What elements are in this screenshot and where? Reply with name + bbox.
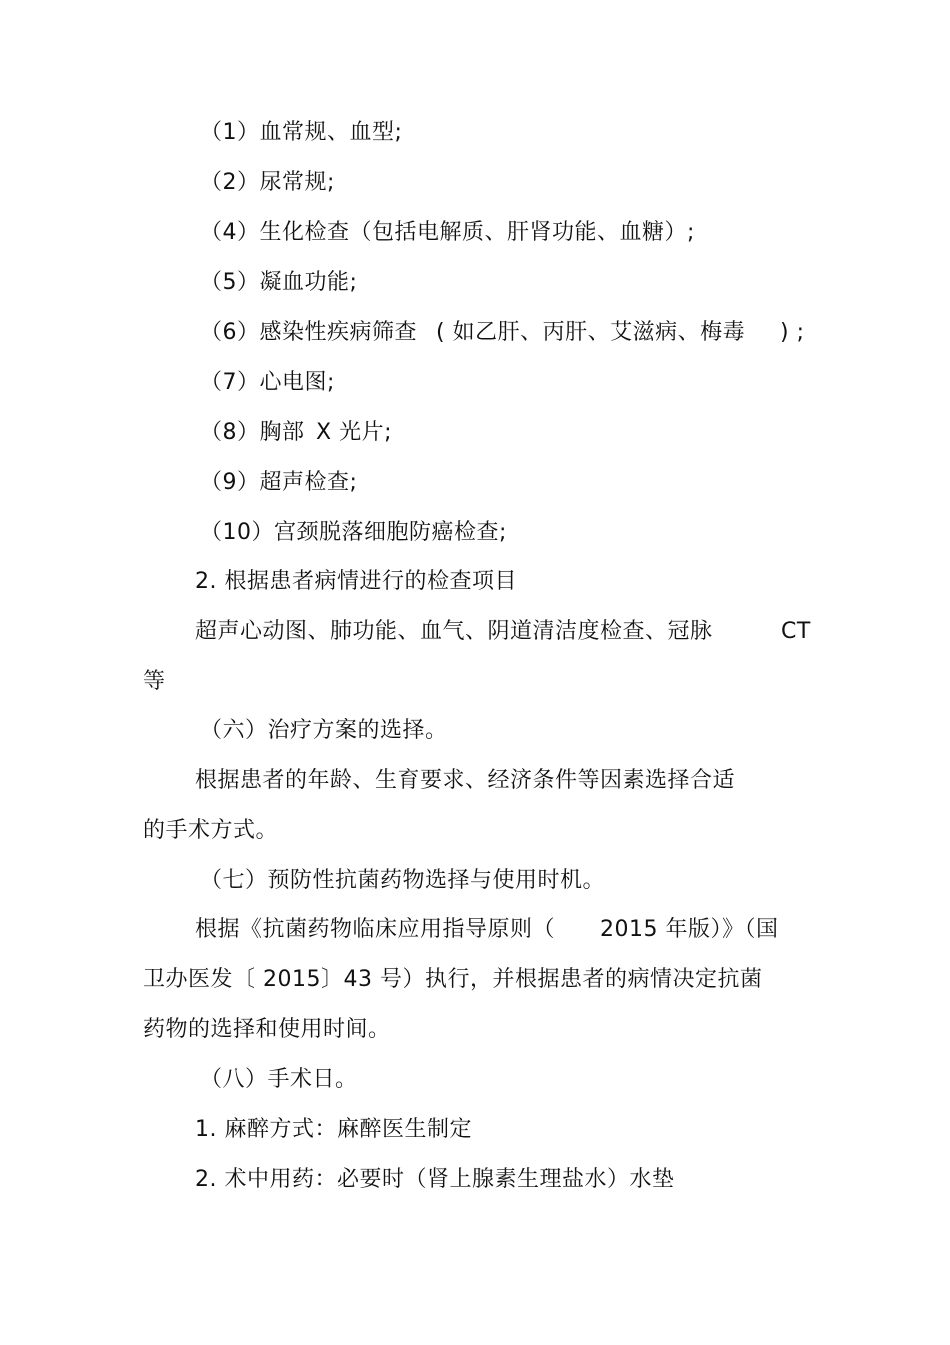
exam-item-9: （9）超声检查;	[200, 470, 358, 495]
exam-item-8-label: （8）胸部	[200, 420, 305, 445]
exam-item-7: （7）心电图;	[200, 370, 335, 395]
section-8-heading: （八）手术日。	[200, 1067, 358, 1092]
section-6-paragraph-line-2: 的手术方式。	[143, 818, 279, 843]
exam-item-6-label: （6）感染性疾病筛查	[200, 320, 417, 345]
exam-item-1: （1）血常规、血型;	[200, 120, 403, 145]
section-7-paragraph-line-1a: 根据《抗菌药物临床应用指导原则（	[195, 917, 556, 942]
exam-item-6-close: ) ;	[780, 320, 805, 345]
section-7-heading: （七）预防性抗菌药物选择与使用时机。	[200, 868, 606, 893]
condition-exams-etc: 等	[143, 669, 166, 694]
exam-item-6-detail: ( 如乙肝、丙肝、艾滋病、梅毒	[436, 320, 746, 345]
exam-item-4: （4）生化检查（包括电解质、肝肾功能、血糖）;	[200, 220, 695, 245]
section-6-heading: （六）治疗方案的选择。	[200, 718, 448, 743]
condition-exams-ct: CT	[781, 619, 811, 644]
exam-item-8-detail: X 光片;	[316, 420, 392, 445]
section-7-paragraph-line-2: 卫办医发〔 2015〕43 号）执行，并根据患者的病情决定抗菌	[143, 967, 763, 992]
exam-item-10: （10）宫颈脱落细胞防癌检查;	[200, 520, 507, 545]
section-7-paragraph-line-3: 药物的选择和使用时间。	[143, 1017, 391, 1042]
section-8-item-2: 2. 术中用药：必要时（肾上腺素生理盐水）水垫	[195, 1167, 675, 1192]
exam-item-2: （2）尿常规;	[200, 170, 335, 195]
section-6-paragraph-line-1: 根据患者的年龄、生育要求、经济条件等因素选择合适	[195, 768, 736, 793]
section-7-paragraph-line-1b: 2015 年版）》（国	[600, 917, 779, 942]
section-8-item-1: 1. 麻醉方式：麻醉医生制定	[195, 1117, 472, 1142]
condition-exams-text: 超声心动图、肺功能、血气、阴道清洁度检查、冠脉	[195, 619, 713, 644]
section-heading-condition-exams: 2. 根据患者病情进行的检查项目	[195, 569, 517, 594]
exam-item-5: （5）凝血功能;	[200, 270, 358, 295]
